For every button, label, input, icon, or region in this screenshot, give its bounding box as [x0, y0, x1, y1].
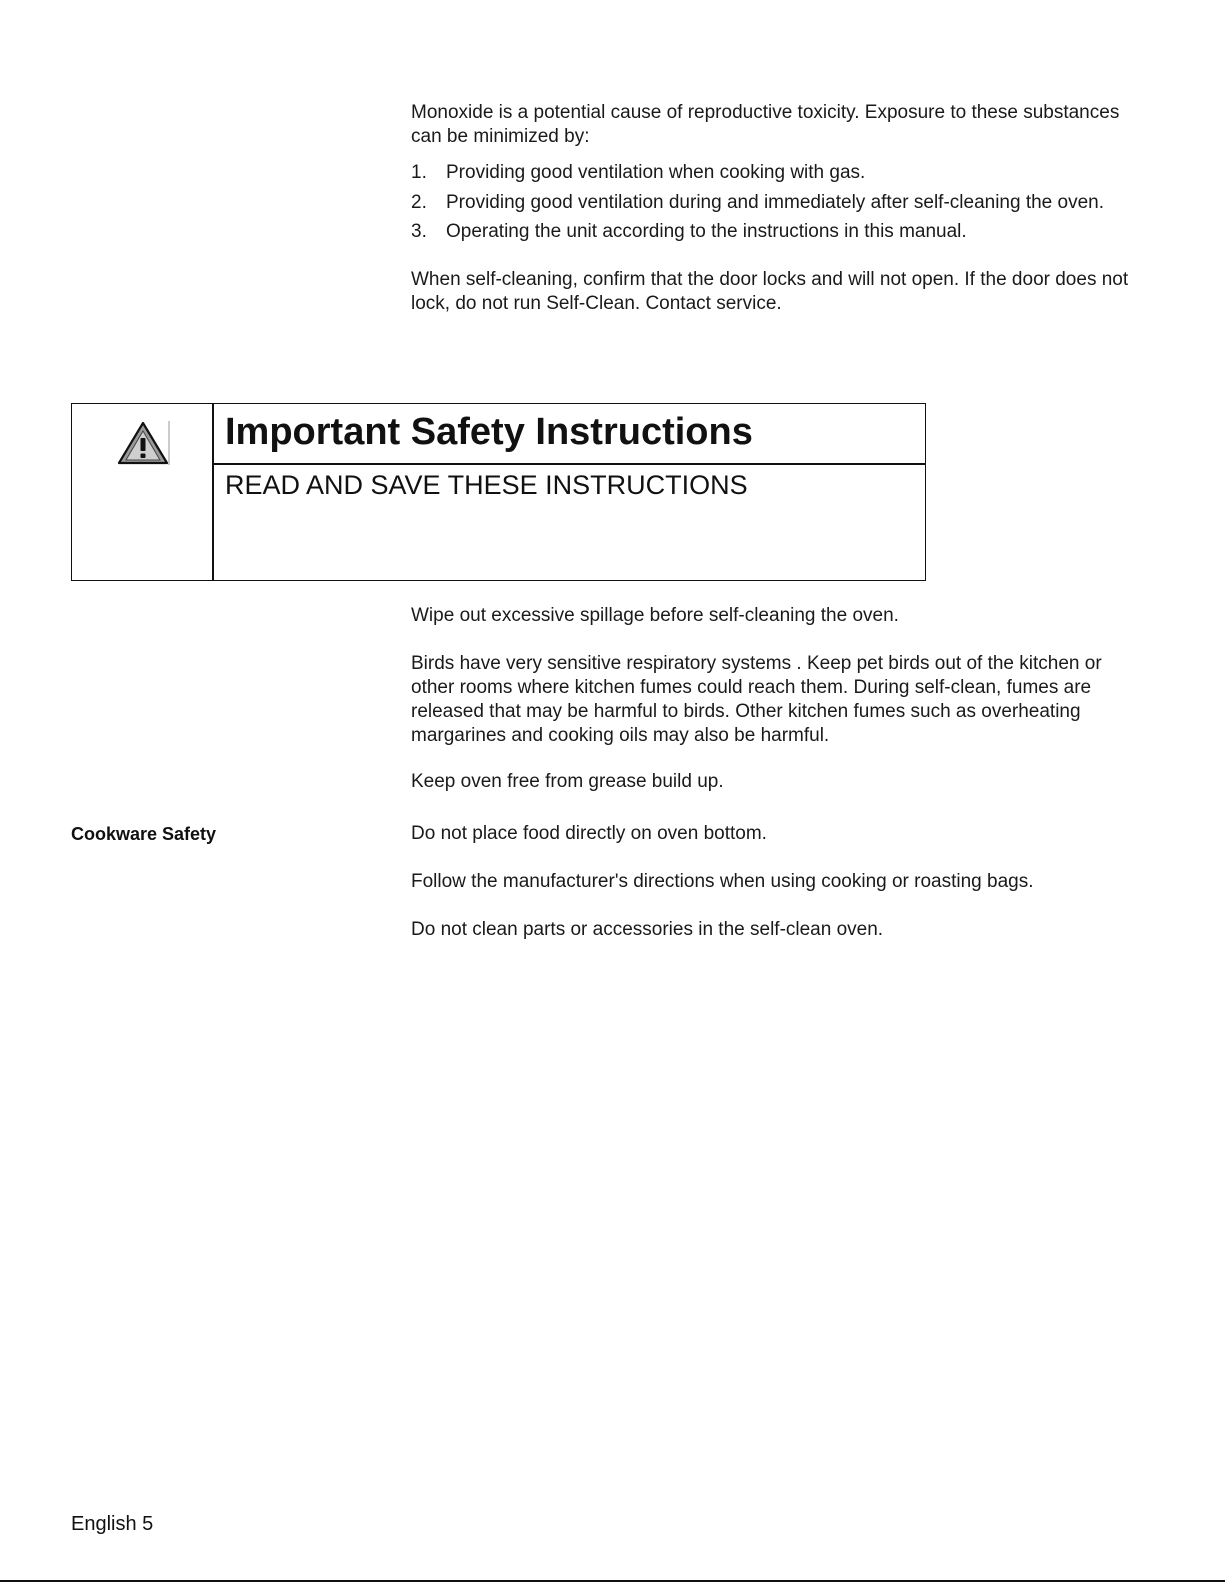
- list-item: [411, 220, 1151, 250]
- list-item-text: Operating the unit according to the instructions in this manual.: [446, 221, 967, 242]
- box-horizontal-divider: [212, 463, 925, 465]
- ventilation-steps-list: [411, 161, 1151, 250]
- warning-triangle-icon: [115, 419, 171, 467]
- cookware-safety-heading: Cookware Safety: [71, 824, 217, 844]
- bottom-rule: [0, 1580, 1225, 1582]
- list-item-text: Providing good ventilation when cooking with gas.: [446, 162, 866, 183]
- spillage-paragraph: Wipe out excessive spillage before self-cleaning the oven.: [411, 605, 899, 626]
- grease-paragraph: Keep oven free from grease build up.: [411, 771, 724, 792]
- box-subtitle: READ AND SAVE THESE INSTRUCTIONS: [225, 470, 748, 500]
- door-lock-paragraph: When self-cleaning, confirm that the door locks and will not open. If the door does not lock, do not run Self-Clean. Contact service.: [411, 269, 1129, 314]
- box-vertical-divider: [212, 404, 214, 580]
- box-title: Important Safety Instructions: [225, 411, 753, 453]
- list-item-text: Providing good ventilation during and immediately after self-cleaning the oven.: [446, 191, 1105, 213]
- list-item-number: 2.: [411, 191, 427, 213]
- list-item: [411, 161, 1151, 191]
- birds-paragraph: Birds have very sensitive respiratory systems . Keep pet birds out of the kitchen or other rooms where kitchen fumes could reach them. During self-clean, fumes are released that may be harmful to birds. Other kitchen fumes such as overheating margarines and cooking oils may also be harmful.: [411, 653, 1102, 746]
- list-item-number: 3.: [411, 221, 427, 242]
- cookware-paragraph: Follow the manufacturer's directions when using cooking or roasting bags.: [411, 871, 1034, 892]
- list-item-number: 1.: [411, 162, 427, 183]
- intro-paragraph: Monoxide is a potential cause of reproductive toxicity. Exposure to these substances can be minimized by:: [411, 102, 1120, 147]
- safety-instructions-box: [71, 403, 926, 581]
- cookware-paragraph: Do not place food directly on oven bottom.: [411, 823, 767, 844]
- page-footer-label: English 5: [71, 1513, 154, 1535]
- list-item: [411, 191, 1151, 221]
- cookware-paragraph: Do not clean parts or accessories in the self-clean oven.: [411, 919, 884, 940]
